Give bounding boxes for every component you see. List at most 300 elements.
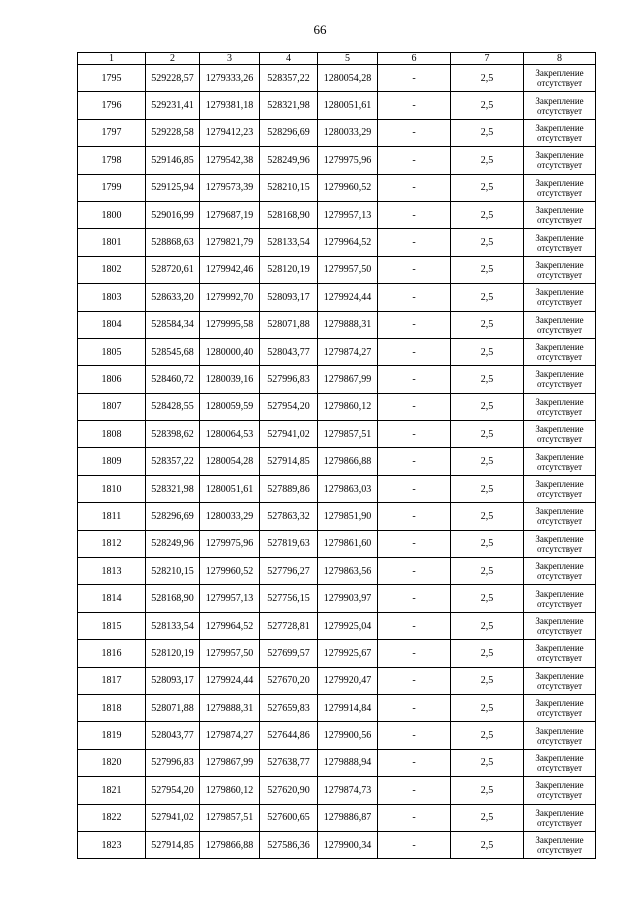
- table-cell: 1814: [78, 585, 146, 612]
- table-cell: 1797: [78, 119, 146, 146]
- table-cell: 1279886,87: [318, 804, 378, 831]
- fixing-note-line1: Закрепление: [535, 205, 584, 216]
- table-cell: 1279957,50: [200, 640, 260, 667]
- table-cell: 528545,68: [146, 338, 200, 365]
- table-cell: 528133,54: [260, 229, 318, 256]
- column-header: 1: [78, 53, 146, 65]
- fixing-note-line2: отсутствует: [536, 817, 583, 828]
- fixing-note-line2: отсутствует: [536, 516, 583, 527]
- table-cell: 527600,65: [260, 804, 318, 831]
- table-cell: 528249,96: [146, 530, 200, 557]
- table-cell: -: [378, 831, 451, 858]
- table-cell: 527659,83: [260, 694, 318, 721]
- table-cell: -: [378, 503, 451, 530]
- table-row: [78, 448, 596, 475]
- table-cell: 1808: [78, 421, 146, 448]
- table-cell: 1815: [78, 612, 146, 639]
- fixing-note-line1: Закрепление: [535, 561, 584, 572]
- table-cell: 529016,99: [146, 201, 200, 228]
- table-row: [78, 311, 596, 338]
- table-cell: 1820: [78, 749, 146, 776]
- table-row: [78, 777, 596, 804]
- table-cell: 2,5: [451, 667, 524, 694]
- table-cell: 2,5: [451, 65, 524, 92]
- table-cell: -: [378, 804, 451, 831]
- table-cell: 527954,20: [260, 393, 318, 420]
- table-cell: 528120,19: [260, 256, 318, 283]
- header-row: [78, 53, 596, 65]
- table-cell: 1279925,04: [318, 612, 378, 639]
- table-cell: 527728,81: [260, 612, 318, 639]
- table-cell: 1279957,50: [318, 256, 378, 283]
- table-cell: 527620,90: [260, 777, 318, 804]
- fixing-note-line1: Закрепление: [535, 314, 584, 325]
- table-cell: 1816: [78, 640, 146, 667]
- table-cell: 1279863,56: [318, 558, 378, 585]
- table-cell: -: [378, 119, 451, 146]
- column-header: 5: [318, 53, 378, 65]
- table-cell: 1795: [78, 65, 146, 92]
- fixing-note-line2: отсутствует: [536, 680, 583, 691]
- table-cell: 1280039,16: [200, 366, 260, 393]
- fixing-note-cell: [524, 65, 596, 92]
- fixing-note-line1: Закрепление: [535, 451, 584, 462]
- table-cell: 1796: [78, 92, 146, 119]
- table-cell: 2,5: [451, 804, 524, 831]
- table-cell: 2,5: [451, 229, 524, 256]
- table-cell: 528296,69: [260, 119, 318, 146]
- fixing-note-cell: [524, 612, 596, 639]
- table-cell: 1798: [78, 147, 146, 174]
- table-cell: 527699,57: [260, 640, 318, 667]
- table-cell: 1279874,27: [200, 722, 260, 749]
- table-cell: 1811: [78, 503, 146, 530]
- fixing-note-line1: Закрепление: [535, 780, 584, 791]
- table-cell: -: [378, 338, 451, 365]
- fixing-note-cell: [524, 174, 596, 201]
- table-cell: 528249,96: [260, 147, 318, 174]
- fixing-note-cell: [524, 229, 596, 256]
- table-cell: 1279851,90: [318, 503, 378, 530]
- table-cell: 527996,83: [260, 366, 318, 393]
- table-cell: 529146,85: [146, 147, 200, 174]
- fixing-note-cell: [524, 558, 596, 585]
- table-cell: 2,5: [451, 722, 524, 749]
- table-row: [78, 831, 596, 858]
- fixing-note-line2: отсутствует: [536, 187, 583, 198]
- fixing-note-line2: отсутствует: [536, 78, 583, 89]
- table-cell: 1279866,88: [318, 448, 378, 475]
- table-cell: 528093,17: [146, 667, 200, 694]
- fixing-note-line1: Закрепление: [535, 616, 584, 626]
- table-cell: 527914,85: [260, 448, 318, 475]
- fixing-note-cell: [524, 475, 596, 502]
- fixing-note-cell: [524, 694, 596, 721]
- table-cell: 527819,63: [260, 530, 318, 557]
- fixing-note-cell: [524, 503, 596, 530]
- fixing-note-line1: Закрепление: [535, 232, 584, 243]
- table-row: [78, 749, 596, 776]
- table-cell: -: [378, 749, 451, 776]
- table-cell: 1823: [78, 831, 146, 858]
- fixing-note-line1: Закрепление: [535, 68, 584, 79]
- fixing-note-cell: [524, 530, 596, 557]
- table-cell: 1817: [78, 667, 146, 694]
- table-cell: 528357,22: [146, 448, 200, 475]
- table-cell: 1279857,51: [200, 804, 260, 831]
- table-cell: 1803: [78, 284, 146, 311]
- table-cell: -: [378, 256, 451, 283]
- fixing-note-cell: [524, 722, 596, 749]
- fixing-note-line1: Закрепление: [535, 835, 584, 846]
- table-cell: 528460,72: [146, 366, 200, 393]
- table-cell: 1279924,44: [200, 667, 260, 694]
- table-cell: 1280054,28: [200, 448, 260, 475]
- fixing-note-cell: [524, 667, 596, 694]
- fixing-note-line2: отсутствует: [536, 352, 583, 363]
- fixing-note-cell: [524, 147, 596, 174]
- table-cell: 528043,77: [260, 338, 318, 365]
- table-cell: 2,5: [451, 119, 524, 146]
- fixing-note-line2: отсутствует: [536, 571, 583, 582]
- table-cell: 527670,20: [260, 667, 318, 694]
- fixing-note-line1: Закрепление: [535, 424, 584, 435]
- table-cell: 528093,17: [260, 284, 318, 311]
- table-cell: 1279942,46: [200, 256, 260, 283]
- table-cell: 2,5: [451, 256, 524, 283]
- table-cell: 528296,69: [146, 503, 200, 530]
- table-cell: 1279333,26: [200, 65, 260, 92]
- fixing-note-line1: Закрепление: [535, 259, 584, 270]
- table-cell: 2,5: [451, 749, 524, 776]
- table-cell: 527941,02: [260, 421, 318, 448]
- table-cell: 1279867,99: [200, 749, 260, 776]
- column-header: 8: [524, 53, 596, 65]
- table-cell: -: [378, 612, 451, 639]
- table-cell: 1807: [78, 393, 146, 420]
- table-cell: 1804: [78, 311, 146, 338]
- fixing-note-line2: отсутствует: [536, 708, 583, 719]
- table-cell: 1813: [78, 558, 146, 585]
- table-cell: -: [378, 667, 451, 694]
- table-row: [78, 256, 596, 283]
- table-cell: 1279412,23: [200, 119, 260, 146]
- table-row: [78, 92, 596, 119]
- table-row: [78, 722, 596, 749]
- table-cell: 1279821,79: [200, 229, 260, 256]
- coordinates-table: [77, 52, 596, 859]
- table-cell: 2,5: [451, 558, 524, 585]
- table-cell: -: [378, 448, 451, 475]
- table-row: [78, 174, 596, 201]
- table-cell: 1279995,58: [200, 311, 260, 338]
- table-cell: 1279960,52: [200, 558, 260, 585]
- fixing-note-line2: отсутствует: [536, 297, 583, 308]
- table-cell: -: [378, 585, 451, 612]
- fixing-note-line1: Закрепление: [535, 807, 584, 818]
- table-cell: 528321,98: [260, 92, 318, 119]
- fixing-note-cell: [524, 366, 596, 393]
- fixing-note-line2: отсутствует: [536, 762, 583, 773]
- table-cell: -: [378, 640, 451, 667]
- table-cell: 528720,61: [146, 256, 200, 283]
- table-row: [78, 147, 596, 174]
- table-row: [78, 612, 596, 639]
- table-cell: 528120,19: [146, 640, 200, 667]
- fixing-note-line1: Закрепление: [535, 479, 584, 490]
- fixing-note-cell: [524, 338, 596, 365]
- table-cell: 1821: [78, 777, 146, 804]
- table-cell: 2,5: [451, 585, 524, 612]
- fixing-note-line2: отсутствует: [536, 269, 583, 280]
- table-cell: 2,5: [451, 147, 524, 174]
- fixing-note-cell: [524, 831, 596, 858]
- fixing-note-cell: [524, 119, 596, 146]
- column-header: 6: [378, 53, 451, 65]
- fixing-note-cell: [524, 777, 596, 804]
- table-cell: 1279964,52: [200, 612, 260, 639]
- fixing-note-line1: Закрепление: [535, 369, 584, 380]
- table-cell: 527796,27: [260, 558, 318, 585]
- table-cell: 528133,54: [146, 612, 200, 639]
- table-cell: 528071,88: [260, 311, 318, 338]
- fixing-note-line1: Закрепление: [535, 670, 584, 681]
- table-cell: 2,5: [451, 338, 524, 365]
- table-row: [78, 503, 596, 530]
- table-body: [78, 65, 596, 859]
- table-cell: 1279860,12: [200, 777, 260, 804]
- table-cell: 2,5: [451, 503, 524, 530]
- table-cell: -: [378, 147, 451, 174]
- fixing-note-cell: [524, 804, 596, 831]
- fixing-note-cell: [524, 421, 596, 448]
- table-cell: 528398,62: [146, 421, 200, 448]
- table-cell: 528428,55: [146, 393, 200, 420]
- table-cell: 527644,86: [260, 722, 318, 749]
- table-cell: 2,5: [451, 421, 524, 448]
- fixing-note-cell: [524, 448, 596, 475]
- fixing-note-line2: отсутствует: [536, 160, 583, 171]
- table-cell: 529125,94: [146, 174, 200, 201]
- fixing-note-cell: [524, 92, 596, 119]
- table-row: [78, 694, 596, 721]
- table-cell: 1279857,51: [318, 421, 378, 448]
- fixing-note-line2: отсутствует: [536, 461, 583, 472]
- table-cell: 1279573,39: [200, 174, 260, 201]
- table-cell: -: [378, 558, 451, 585]
- table-cell: 2,5: [451, 448, 524, 475]
- table-cell: -: [378, 722, 451, 749]
- table-row: [78, 119, 596, 146]
- fixing-note-cell: [524, 393, 596, 420]
- table-cell: 1279861,60: [318, 530, 378, 557]
- fixing-note-cell: [524, 585, 596, 612]
- table-cell: 2,5: [451, 475, 524, 502]
- fixing-note-line2: отсутствует: [536, 242, 583, 253]
- column-header: 2: [146, 53, 200, 65]
- fixing-note-cell: [524, 256, 596, 283]
- table-cell: 2,5: [451, 174, 524, 201]
- table-cell: 2,5: [451, 640, 524, 667]
- table-cell: -: [378, 201, 451, 228]
- table-cell: 527996,83: [146, 749, 200, 776]
- table-cell: 2,5: [451, 694, 524, 721]
- table-cell: 1279888,31: [200, 694, 260, 721]
- fixing-note-line2: отсутствует: [536, 406, 583, 417]
- fixing-note-line2: отсутствует: [536, 379, 583, 390]
- fixing-note-line1: Закрепление: [535, 698, 584, 709]
- fixing-note-line2: отсутствует: [536, 845, 583, 856]
- table-row: [78, 229, 596, 256]
- table-cell: 528071,88: [146, 694, 200, 721]
- table-row: [78, 804, 596, 831]
- page-number: 66: [313, 22, 327, 37]
- table-cell: 2,5: [451, 831, 524, 858]
- table-cell: 527756,15: [260, 585, 318, 612]
- fixing-note-line1: Закрепление: [535, 95, 584, 106]
- column-header: 7: [451, 53, 524, 65]
- table-cell: 528168,90: [146, 585, 200, 612]
- table-cell: 1279867,99: [318, 366, 378, 393]
- table-cell: -: [378, 777, 451, 804]
- table-cell: 528357,22: [260, 65, 318, 92]
- table-cell: 1279888,94: [318, 749, 378, 776]
- table-cell: -: [378, 92, 451, 119]
- table-cell: 1279863,03: [318, 475, 378, 502]
- table-cell: -: [378, 530, 451, 557]
- fixing-note-line2: отсутствует: [536, 489, 583, 500]
- table-cell: 1279992,70: [200, 284, 260, 311]
- fixing-note-line1: Закрепление: [535, 287, 584, 298]
- fixing-note-line2: отсутствует: [536, 215, 583, 226]
- table-cell: 2,5: [451, 777, 524, 804]
- table-cell: -: [378, 475, 451, 502]
- table-row: [78, 667, 596, 694]
- table-cell: 1279874,27: [318, 338, 378, 365]
- table-cell: 1279888,31: [318, 311, 378, 338]
- fixing-note-line2: отсутствует: [536, 543, 583, 554]
- table-cell: 528210,15: [146, 558, 200, 585]
- table-cell: 527914,85: [146, 831, 200, 858]
- table-cell: -: [378, 229, 451, 256]
- table-cell: -: [378, 174, 451, 201]
- fixing-note-line2: отсутствует: [536, 653, 583, 664]
- table-cell: 2,5: [451, 311, 524, 338]
- table-cell: 1280064,53: [200, 421, 260, 448]
- table-cell: 527954,20: [146, 777, 200, 804]
- table-cell: -: [378, 311, 451, 338]
- table-cell: -: [378, 366, 451, 393]
- table-row: [78, 640, 596, 667]
- table-cell: 1279381,18: [200, 92, 260, 119]
- fixing-note-line1: Закрепление: [535, 643, 584, 654]
- table-cell: 527863,32: [260, 503, 318, 530]
- table-cell: 1279900,56: [318, 722, 378, 749]
- table-cell: 1810: [78, 475, 146, 502]
- column-header: 3: [200, 53, 260, 65]
- table-cell: -: [378, 393, 451, 420]
- table-row: [78, 366, 596, 393]
- fixing-note-cell: [524, 311, 596, 338]
- fixing-note-line2: отсутствует: [536, 790, 583, 801]
- fixing-note-line1: Закрепление: [535, 177, 584, 188]
- table-cell: -: [378, 694, 451, 721]
- table-cell: 1806: [78, 366, 146, 393]
- fixing-note-line1: Закрепление: [535, 342, 584, 353]
- table-cell: 1280033,29: [318, 119, 378, 146]
- table-cell: 1279874,73: [318, 777, 378, 804]
- table-cell: 1280000,40: [200, 338, 260, 365]
- table-cell: 528633,20: [146, 284, 200, 311]
- table-cell: 527586,36: [260, 831, 318, 858]
- fixing-note-line2: отсутствует: [536, 735, 583, 746]
- fixing-note-line1: Закрепление: [535, 122, 584, 133]
- table-cell: 1279687,19: [200, 201, 260, 228]
- table-cell: 528321,98: [146, 475, 200, 502]
- fixing-note-line1: Закрепление: [535, 588, 584, 599]
- table-cell: 1279960,52: [318, 174, 378, 201]
- table-cell: 1809: [78, 448, 146, 475]
- table-cell: 1822: [78, 804, 146, 831]
- table-cell: 528168,90: [260, 201, 318, 228]
- table-cell: 1279903,97: [318, 585, 378, 612]
- table-cell: 1818: [78, 694, 146, 721]
- table-cell: 2,5: [451, 393, 524, 420]
- table-cell: 2,5: [451, 284, 524, 311]
- table-cell: 2,5: [451, 530, 524, 557]
- table-cell: 2,5: [451, 612, 524, 639]
- table-cell: 1805: [78, 338, 146, 365]
- fixing-note-cell: [524, 640, 596, 667]
- table-cell: 1279924,44: [318, 284, 378, 311]
- table-row: [78, 585, 596, 612]
- table-cell: 1801: [78, 229, 146, 256]
- table-row: [78, 475, 596, 502]
- table-cell: 529228,58: [146, 119, 200, 146]
- fixing-note-line2: отсутствует: [536, 324, 583, 335]
- table-cell: 1280051,61: [200, 475, 260, 502]
- table-row: [78, 421, 596, 448]
- table-cell: -: [378, 421, 451, 448]
- fixing-note-cell: [524, 201, 596, 228]
- fixing-note-line2: отсутствует: [536, 132, 583, 143]
- table-cell: 1279866,88: [200, 831, 260, 858]
- table-cell: 1812: [78, 530, 146, 557]
- fixing-note-line1: Закрепление: [535, 752, 584, 763]
- table-cell: 1279914,84: [318, 694, 378, 721]
- table-cell: 1279925,67: [318, 640, 378, 667]
- table-cell: 1280059,59: [200, 393, 260, 420]
- table-cell: 1280054,28: [318, 65, 378, 92]
- table-cell: 529231,41: [146, 92, 200, 119]
- fixing-note-line2: отсутствует: [536, 626, 583, 636]
- table-row: [78, 284, 596, 311]
- table-cell: 1800: [78, 201, 146, 228]
- table-cell: 1279900,34: [318, 831, 378, 858]
- table-cell: 1279957,13: [200, 585, 260, 612]
- table-cell: 527638,77: [260, 749, 318, 776]
- fixing-note-line1: Закрепление: [535, 396, 584, 407]
- fixing-note-cell: [524, 749, 596, 776]
- fixing-note-line2: отсутствует: [536, 434, 583, 445]
- table-cell: 1819: [78, 722, 146, 749]
- table-cell: 1279975,96: [200, 530, 260, 557]
- table-cell: 2,5: [451, 366, 524, 393]
- table-row: [78, 65, 596, 92]
- table-cell: 529228,57: [146, 65, 200, 92]
- table-cell: 1279920,47: [318, 667, 378, 694]
- table-cell: 527941,02: [146, 804, 200, 831]
